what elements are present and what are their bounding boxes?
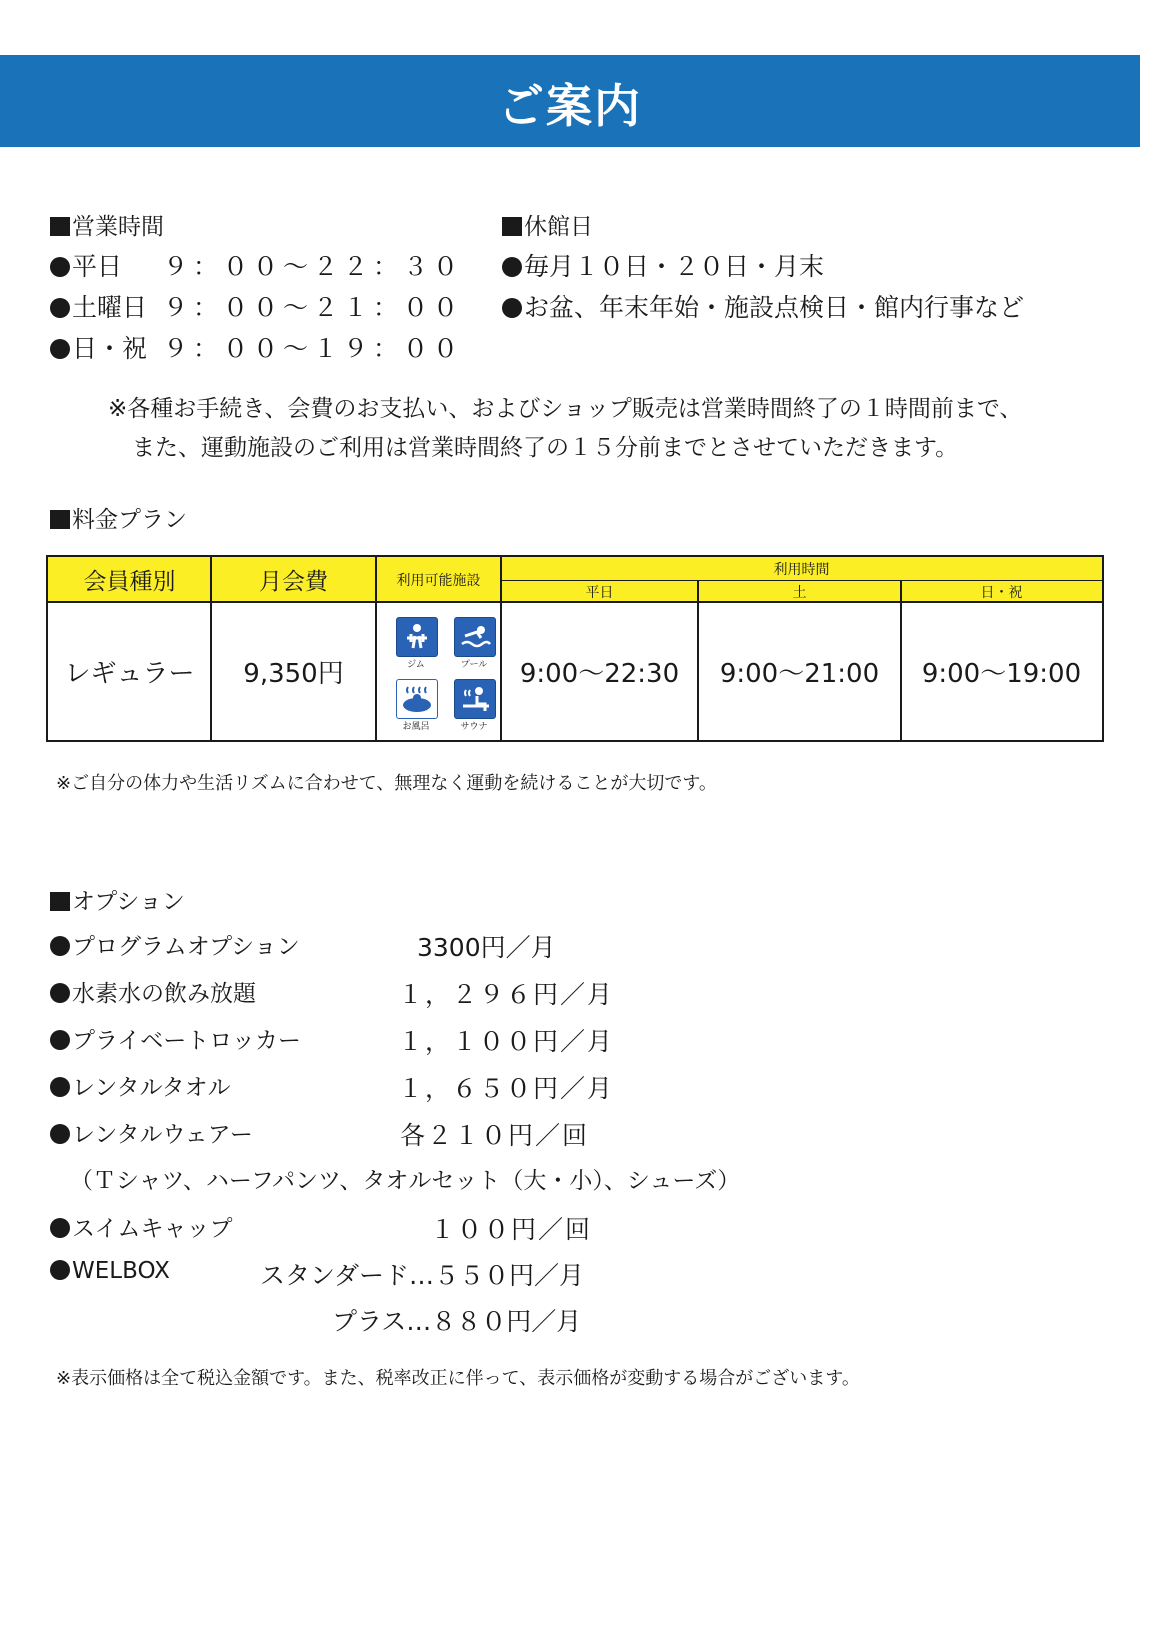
option-item: レンタルウェアー <box>50 1116 253 1149</box>
pool-icon <box>454 617 496 657</box>
circle-bullet-icon <box>502 257 522 277</box>
square-bullet-icon <box>502 217 522 236</box>
circle-bullet-icon <box>50 983 70 1003</box>
facility-label: ジム <box>407 660 425 670</box>
plan-heading: 料金プラン <box>50 501 187 534</box>
circle-bullet-icon <box>50 339 70 359</box>
square-bullet-icon <box>50 892 70 911</box>
option-item: 水素水の飲み放題 <box>50 975 256 1008</box>
option-item: WELBOX <box>50 1258 170 1284</box>
square-bullet-icon <box>50 217 70 236</box>
options-heading: オプション <box>50 883 185 916</box>
circle-bullet-icon <box>50 936 70 956</box>
circle-bullet-icon <box>50 1077 70 1097</box>
option-item: スイムキャップ <box>50 1210 233 1243</box>
td-saturday: 9:00～21:00 <box>719 659 880 689</box>
wear-detail: （Ｔシャツ、ハーフパンツ、タオルセット（大・小）、シューズ） <box>70 1168 741 1194</box>
footer-note: ※表示価格は全て税込金額です。また、税率改正に伴って、表示価格が変動する場合がございます。 <box>56 1368 860 1389</box>
option-price: １，６５０円／月 <box>398 1074 615 1103</box>
sauna-icon <box>454 679 496 719</box>
closed-row: 毎月１０日・２０日・月末 <box>502 247 824 283</box>
th-weekday: 平日 <box>585 584 614 601</box>
hours-row: 土曜日 <box>50 288 147 324</box>
square-bullet-icon <box>50 510 70 529</box>
plan-table <box>46 555 1104 742</box>
hours-heading: 営業時間 <box>50 208 164 241</box>
td-sunday-holiday: 9:00～19:00 <box>921 659 1082 689</box>
td-monthly-fee: 9,350円 <box>243 659 344 689</box>
hours-row: 日・祝 <box>50 329 147 365</box>
th-member-type: 会員種別 <box>83 569 176 595</box>
option-price: 各２１０円／回 <box>400 1121 590 1150</box>
th-facilities: 利用可能施設 <box>396 572 481 589</box>
circle-bullet-icon <box>50 298 70 318</box>
th-sunday-holiday: 日・祝 <box>980 584 1023 601</box>
option-price: １００円／回 <box>430 1215 593 1244</box>
td-weekday: 9:00～22:30 <box>519 659 680 689</box>
hours-time: ９：００～１９：００ <box>163 334 464 363</box>
facility-icons <box>396 617 506 737</box>
option-item: プログラムオプション <box>50 928 300 961</box>
circle-bullet-icon <box>50 1260 70 1280</box>
th-usage-time: 利用時間 <box>773 562 830 578</box>
hours-time: ９：００～２２：３０ <box>163 252 464 281</box>
option-item: レンタルタオル <box>50 1069 231 1102</box>
page-title: ご案内 <box>498 79 642 133</box>
circle-bullet-icon <box>50 257 70 277</box>
closed-row: お盆、年末年始・施設点検日・館内行事など <box>502 288 1024 324</box>
option-item: プライベートロッカー <box>50 1022 301 1055</box>
facility-label: プール <box>460 660 488 670</box>
facility-label: お風呂 <box>402 722 430 732</box>
circle-bullet-icon <box>50 1124 70 1144</box>
welbox-plus: プラス…８８０円／月 <box>332 1307 582 1336</box>
circle-bullet-icon <box>50 1218 70 1238</box>
hours-row: 平日 <box>50 247 122 283</box>
td-member-type: レギュラー <box>64 659 195 689</box>
plan-note: ※ご自分の体力や生活リズムに合わせて、無理なく運動を続けることが大切です。 <box>56 773 717 794</box>
hours-time: ９：００～２１：００ <box>163 293 464 322</box>
bath-icon <box>396 679 438 719</box>
notice-line: ※各種お手続き、会費のお支払い、およびショップ販売は営業時間終了の１時間前まで、 <box>108 396 1023 422</box>
th-saturday: 土 <box>792 584 807 601</box>
welbox-standard: スタンダード…５５０円／月 <box>260 1261 585 1290</box>
circle-bullet-icon <box>502 298 522 318</box>
circle-bullet-icon <box>50 1030 70 1050</box>
option-price: 3300円／月 <box>417 933 556 962</box>
facility-label: サウナ <box>460 722 488 732</box>
option-price: １，２９６円／月 <box>398 980 615 1009</box>
notice-line: また、運動施設のご利用は営業時間終了の１５分前までとさせていただきます。 <box>132 435 959 461</box>
table-divider <box>501 580 1102 581</box>
closed-heading: 休館日 <box>502 208 593 241</box>
gym-icon <box>396 617 438 657</box>
th-monthly-fee: 月会費 <box>259 569 328 595</box>
option-price: １，１００円／月 <box>398 1027 615 1056</box>
